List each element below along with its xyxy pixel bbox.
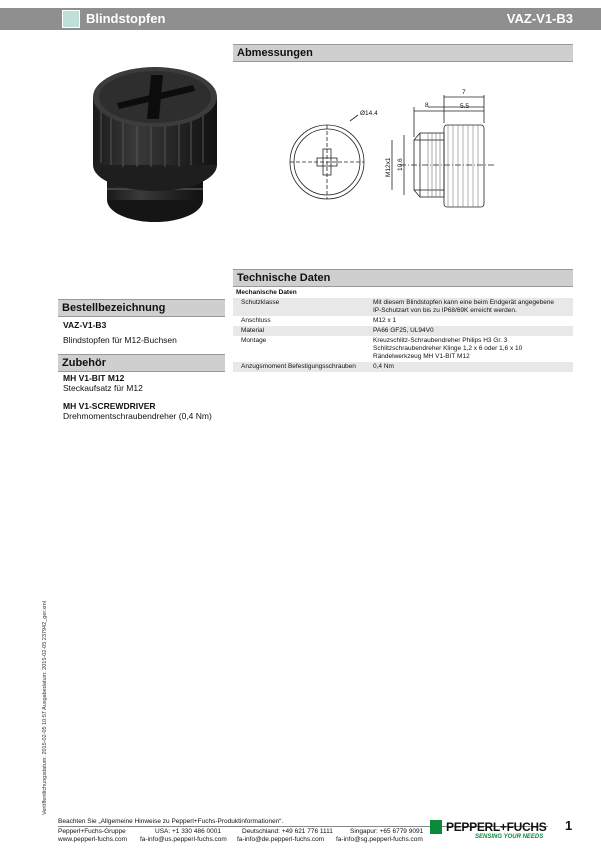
table-row	[233, 298, 573, 316]
accessory-description: Drehmomentschraubendreher (0,4 Nm)	[63, 411, 212, 421]
row-value: Kreuzschlitz-Schraubendreher Philips H3 Gr. 3 Schlitzschraubendreher Klinge 1,2 x 6 oder 1,6 x 10 Rändelwerkzeug MH V1-BIT M12	[373, 337, 523, 360]
technical-group-title: Mechanische Daten	[233, 288, 573, 298]
dim-5-5: 5.5	[460, 103, 470, 110]
footer-group: Pepperl+Fuchs-Gruppe	[58, 828, 126, 835]
footer-usa-mail[interactable]: fa-info@us.pepperl-fuchs.com	[140, 836, 227, 843]
accessory-description: Steckaufsatz für M12	[63, 383, 143, 393]
footer-de: Deutschland: +49 621 776 1111	[242, 828, 333, 835]
dimension-drawing	[280, 85, 520, 225]
row-key: Anschluss	[241, 317, 271, 324]
row-value: 0,4 Nm	[369, 362, 573, 372]
table-row	[233, 336, 573, 362]
table-row	[233, 362, 573, 372]
dim-7: 7	[462, 89, 466, 96]
row-key: Material	[233, 326, 369, 336]
row-value: PA66 GF25, UL94V0	[369, 326, 573, 336]
table-row	[233, 326, 573, 336]
row-value: Mit diesem Blindstopfen kann eine beim Endgerät angegebene IP-Schutzart von bis zu IP68/69K erreicht werden.	[369, 298, 573, 316]
footer-note: Beachten Sie „Allgemeine Hinweise zu Pepperl+Fuchs-Produktinformationen“.	[58, 818, 284, 825]
row-value: M12 x 1	[373, 317, 397, 324]
header-square-icon	[62, 10, 80, 28]
table-row	[233, 316, 573, 326]
page-title: Blindstopfen	[86, 11, 166, 26]
dim-8: 8	[425, 102, 429, 109]
dim-thread: M12x1	[385, 157, 392, 177]
order-description: Blindstopfen für M12-Buchsen	[63, 335, 177, 345]
footer-web[interactable]: www.pepperl-fuchs.com	[58, 836, 127, 843]
row-key: Anzugsmoment Befestigungsschrauben	[233, 362, 369, 372]
row-key: Montage	[241, 337, 267, 344]
page-number: 1	[565, 818, 573, 833]
dim-diameter: Ø14.4	[360, 110, 378, 117]
row-key: Schutzklasse	[233, 298, 369, 316]
publication-info: Veröffentlichungsdatum: 2015-02-05 10:57 Ausgabedatum: 2015-02-05 237942_ger.xml	[42, 601, 48, 815]
footer-sg-mail[interactable]: fa-info@sg.pepperl-fuchs.com	[336, 836, 423, 843]
footer-de-mail[interactable]: fa-info@de.pepperl-fuchs.com	[237, 836, 325, 843]
accessory-code: MH V1-BIT M12	[63, 373, 125, 383]
footer-usa: USA: +1 330 486 0001	[155, 828, 221, 835]
product-image	[85, 55, 225, 235]
product-code: VAZ-V1-B3	[506, 11, 573, 26]
order-code: VAZ-V1-B3	[63, 320, 107, 330]
footer-sg: Singapur: +65 6779 9091	[350, 828, 424, 835]
brand-name: PEPPERL+FUCHS	[446, 820, 547, 834]
brand-slogan: SENSING YOUR NEEDS	[475, 834, 544, 840]
technical-table	[233, 288, 573, 372]
dim-10-6: 10.6	[397, 158, 404, 171]
brand-logo-icon	[430, 820, 442, 834]
accessory-code: MH V1-SCREWDRIVER	[63, 401, 156, 411]
section-accessories: Zubehör	[58, 354, 225, 372]
section-dimensions: Abmessungen	[233, 44, 573, 62]
section-technical: Technische Daten	[233, 269, 573, 287]
section-order: Bestellbezeichnung	[58, 299, 225, 317]
